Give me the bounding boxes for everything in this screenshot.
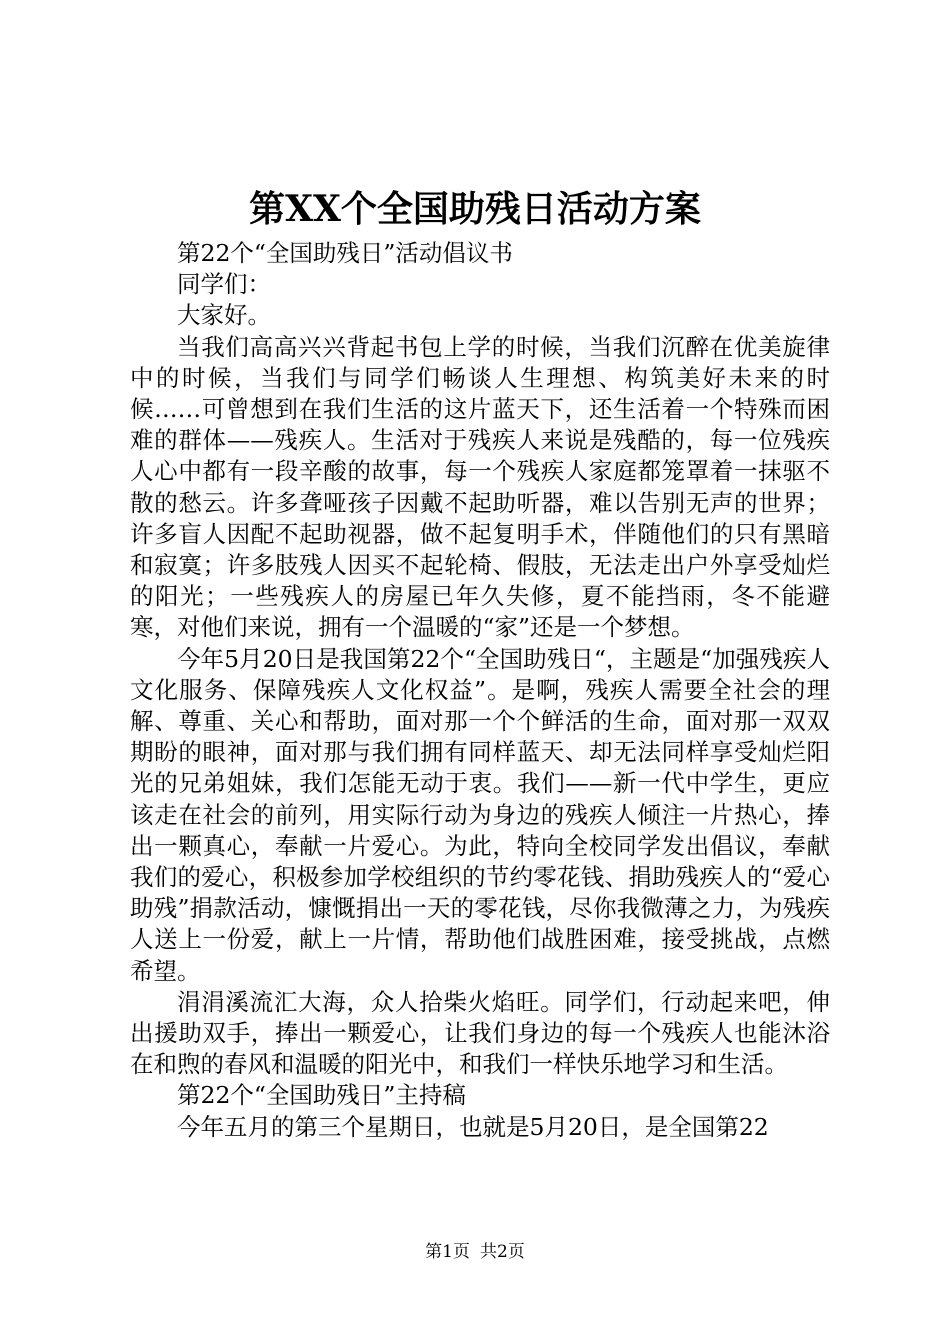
paragraph-body-2: 今年5月20日是我国第22个“全国助残日“，主题是“加强残疾人文化服务、保障残疾人文化权益”。是啊，残疾人需要全社会的理解、尊重、关心和帮助，面对那一个个鲜活的生命，面对那一双双期盼的眼神，面对那与我们拥有同样蓝天、却无法同样享受灿烂阳光的兄弟姐妹，我们怎能无动于衷。我们——新一代中学生，更应该走在社会的前列，用实际行动为身边的残疾人倾注一片热心，捧出一颗真心，奉献一片爱心。为此，特向全校同学发出倡议，奉献我们的爱心，积极参加学校组织的节约零花钱、捐助残疾人的“爱心助残”捐款活动，慷慨捐出一天的零花钱，尽你我微薄之力，为残疾人送上一份爱，献上一片情，帮助他们战胜困难，接受挑战，点燃希望。 bbox=[130, 644, 830, 985]
page-footer bbox=[0, 1240, 950, 1264]
paragraph-greeting: 大家好。 bbox=[177, 301, 271, 330]
paragraph-body-1: 当我们高高兴兴背起书包上学的时候，当我们沉醉在优美旋律中的时候，当我们与同学们畅谈人生理想、构筑美好未来的时候……可曾想到在我们生活的这片蓝天下，还生活着一个特殊而困难的群体——残疾人。生活对于残疾人来说是残酷的，每一位残疾人心中都有一段辛酸的故事，每一个残疾人家庭都笼罩着一抹驱不散的愁云。许多聋哑孩子因戴不起助听器，难以告别无声的世界；许多盲人因配不起助视器，做不起复明手术，伴随他们的只有黑暗和寂寞；许多肢残人因买不起轮椅、假肢，无法走出户外享受灿烂的阳光；一些残疾人的房屋已年久失修，夏不能挡雨，冬不能避寒，对他们来说，拥有一个温暖的“家”还是一个梦想。 bbox=[130, 332, 830, 642]
page-total: 共2页 bbox=[480, 1242, 525, 1262]
paragraph-heading-host-script: 第22个“全国助残日”主持稿 bbox=[177, 1081, 466, 1110]
paragraph-body-4: 今年五月的第三个星期日，也就是5月20日，是全国第22 bbox=[177, 1112, 769, 1141]
paragraph-heading-proposal: 第22个“全国助残日”活动倡议书 bbox=[177, 239, 513, 267]
paragraph-salutation: 同学们： bbox=[177, 270, 271, 299]
page-number: 第1页 bbox=[425, 1242, 470, 1262]
document-body bbox=[130, 238, 830, 1143]
paragraph-body-3: 涓涓溪流汇大海，众人拾柴火焰旺。同学们，行动起来吧，伸出援助双手，捧出一颗爱心，让我们身边的每一个残疾人也能沐浴在和煦的春风和温暖的阳光中，和我们一样快乐地学习和生活。 bbox=[130, 987, 830, 1079]
document-title: 第XX个全国助残日活动方案 bbox=[249, 188, 701, 230]
